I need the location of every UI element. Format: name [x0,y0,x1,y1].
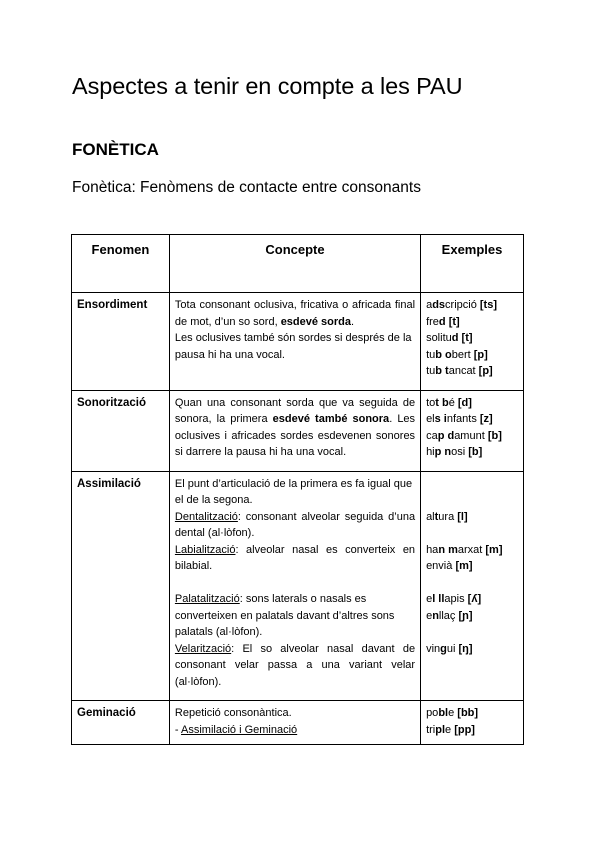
example-item: tot bé [d] [426,396,472,409]
example-item: els infants [z] [426,413,493,425]
section-title: FONÈTICA [72,140,159,159]
concept-paragraph: Dentalització: consonant alveolar seguida d’una dental (al·lòfon). [174,510,416,539]
table-header-row [72,235,524,293]
concept-paragraph: - Assimilació i Geminació [174,723,298,736]
example-item: hip nosi [b] [426,446,483,458]
term-ensordiment: Ensordiment [72,293,170,391]
example-item: triple [pp] [426,723,475,736]
concept-paragraph: Palatalització: sons laterals o nasals es converteixen en palatals davant d’altres sons palatals (al·lòfon). [174,593,395,638]
example-item: vingui [ŋ] [426,642,473,655]
examples-assimilacio [421,471,524,701]
phonetics-table [71,234,524,745]
example-item: altura [l] [426,510,468,523]
example-item: adscripció [ts] [426,299,497,311]
concept-paragraph: Repetició consonàntica. [174,707,292,719]
example-item: cap damunt [b] [426,429,502,442]
labialitzacio-label: Labialització [174,543,236,556]
example-item: el llapis [ʎ] [426,593,482,605]
example-item: fred [t] [426,315,460,328]
examples-geminacio [421,701,524,745]
concept-assimilacio [169,471,420,701]
concept-sonoritzacio [169,390,420,471]
concept-geminacio [169,701,420,745]
term-sonoritzacio: Sonorització [72,390,170,471]
subsection-title: Fonètica: Fenòmens de contacte entre consonants [72,179,421,196]
example-item: solitud [t] [426,332,473,344]
concept-paragraph: Velarització: El so alveolar nasal davant de consonant velar passa a una variant velar (al·lòfon). [174,642,416,688]
example-item: tub tancat [p] [426,365,493,377]
term-assimilacio: Assimilació [72,471,170,701]
header-exemples: Exemples [421,235,524,293]
example-item: han marxat [m] [426,543,503,556]
page-title: Aspectes a tenir en compte a les PAU [72,73,463,99]
header-fenomen: Fenomen [72,235,170,293]
table-row [72,701,524,745]
palatalitzacio-label: Palatalització [174,593,240,605]
header-concepte: Concepte [169,235,420,293]
concept-paragraph: Les oclusives també són sordes si després de la pausa hi ha una vocal. [174,332,412,361]
concept-paragraph: Labialització: alveolar nasal es converteix en bilabial. [174,543,416,572]
concept-paragraph: Tota consonant oclusiva, fricativa o africada final de mot, d’un so sord, esdevé sorda. [174,299,416,328]
table-row [72,471,524,701]
example-item: enllaç [ɲ] [426,609,473,622]
examples-ensordiment [421,293,524,391]
example-item: tub obert [p] [426,348,488,361]
example-item: poble [bb] [426,707,479,719]
dentalitzacio-label: Dentalització [174,510,238,523]
assimilacio-geminacio-link[interactable]: Assimilació i Geminació [181,723,298,736]
concept-paragraph: Quan una consonant sorda que va seguida de sonora, la primera esdevé també sonora. Les oclusives i africades sordes esdevenen sonores si darrere la pausa hi ha una vocal. [174,396,416,458]
example-item: envià [m] [426,560,473,572]
concept-paragraph: El punt d’articulació de la primera es fa igual que el de la segona. [174,477,413,506]
concept-ensordiment [169,293,420,391]
term-geminacio: Geminació [72,701,170,745]
table-row [72,390,524,471]
velaritzacio-label: Velarització [174,642,232,655]
table-row [72,293,524,391]
examples-sonoritzacio [421,390,524,471]
